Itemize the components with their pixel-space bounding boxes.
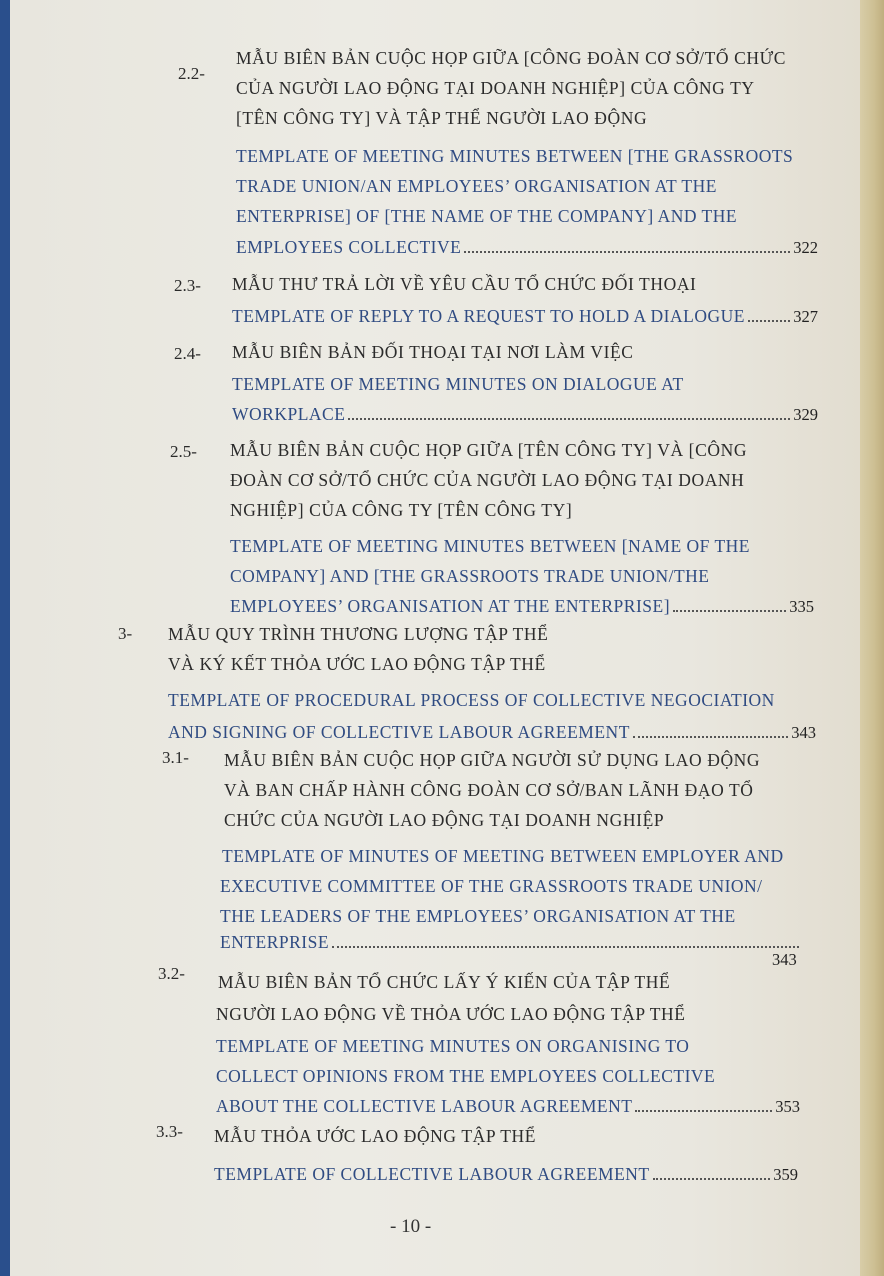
dot-leader [332,946,799,948]
entry-title-en: TEMPLATE OF COLLECTIVE LABOUR AGREEMENT [214,1164,650,1184]
toc-leader-line [232,306,818,327]
entry-number: 3.2- [158,964,185,983]
entry-title-en: TEMPLATE OF MEETING MINUTES BETWEEN [NAME OF THE [230,536,750,556]
entry-title-vi: MẪU BIÊN BẢN CUỘC HỌP GIỮA [TÊN CÔNG TY] VÀ [CÔNG [230,440,748,460]
entry-title-en: COLLECT OPINIONS FROM THE EMPLOYEES COLLECTIVE [216,1066,716,1086]
page-number: 335 [789,597,814,616]
entry-number: 3.1- [162,748,189,767]
page-number: 329 [793,405,818,424]
entry-title-vi: NGHIỆP] CỦA CÔNG TY [TÊN CÔNG TY] [230,500,573,520]
entry-title-vi: CHỨC CỦA NGƯỜI LAO ĐỘNG TẠI DOANH NGHIỆP [224,810,665,830]
page-number: 322 [793,238,818,257]
entry-title-en: TEMPLATE OF MINUTES OF MEETING BETWEEN EMPLOYER AND [222,846,784,866]
entry-title-vi: MẪU QUY TRÌNH THƯƠNG LƯỢNG TẬP THỂ [168,624,549,644]
entry-number: 2.5- [170,442,197,461]
entry-title-en: EMPLOYEES’ ORGANISATION AT THE ENTERPRISE] [230,596,671,616]
entry-title-en: TEMPLATE OF MEETING MINUTES BETWEEN [THE GRASSROOTS [236,146,794,166]
toc-leader-line [230,596,814,617]
entry-title-vi: MẪU BIÊN BẢN ĐỐI THOẠI TẠI NƠI LÀM VIỆC [232,342,634,362]
entry-title-en: TEMPLATE OF MEETING MINUTES ON ORGANISING TO [216,1036,690,1056]
entry-title-en: EXECUTIVE COMMITTEE OF THE GRASSROOTS TRADE UNION/ [220,876,763,896]
entry-title-en: ENTERPRISE [220,932,330,952]
entry-title-vi: NGƯỜI LAO ĐỘNG VỀ THỎA ƯỚC LAO ĐỘNG TẬP THỂ [216,1004,686,1024]
entry-title-en: COMPANY] AND [THE GRASSROOTS TRADE UNION/THE [230,566,710,586]
toc-leader-line [214,1164,798,1185]
entry-title-vi: [TÊN CÔNG TY] VÀ TẬP THỂ NGƯỜI LAO ĐỘNG [236,108,648,128]
dot-leader [673,610,786,612]
entry-title-vi: MẪU THƯ TRẢ LỜI VỀ YÊU CẦU TỔ CHỨC ĐỐI THOẠI [232,274,697,294]
entry-title-vi: VÀ BAN CHẤP HÀNH CÔNG ĐOÀN CƠ SỞ/BAN LÃNH ĐẠO TỔ [224,780,754,800]
book-page [10,0,860,1276]
toc-leader-line [216,1096,800,1117]
entry-title-en: ENTERPRISE] OF [THE NAME OF THE COMPANY] AND THE [236,206,738,226]
entry-title-en: TRADE UNION/AN EMPLOYEES’ ORGANISATION AT THE [236,176,717,196]
page-number: 327 [793,307,818,326]
page-number: 359 [773,1165,798,1184]
entry-title-en: TEMPLATE OF MEETING MINUTES ON DIALOGUE AT [232,374,684,394]
page-number: 343 [791,723,816,742]
entry-title-en: EMPLOYEES COLLECTIVE [236,237,462,257]
page-number: 353 [775,1097,800,1116]
toc-leader-line [220,932,802,953]
entry-title-vi: CỦA NGƯỜI LAO ĐỘNG TẠI DOANH NGHIỆP] CỦA CÔNG TY [236,78,755,98]
entry-title-en: ABOUT THE COLLECTIVE LABOUR AGREEMENT [216,1096,633,1116]
entry-title-en: THE LEADERS OF THE EMPLOYEES’ ORGANISATION AT THE [220,906,736,926]
entry-title-vi: MẪU BIÊN BẢN CUỘC HỌP GIỮA NGƯỜI SỬ DỤNG LAO ĐỘNG [224,750,761,770]
dot-leader [653,1178,771,1180]
entry-title-vi: MẪU BIÊN BẢN CUỘC HỌP GIỮA [CÔNG ĐOÀN CƠ SỞ/TỔ CHỨC [236,48,787,68]
toc-leader-line [232,404,818,425]
entry-number: 2.2- [178,64,205,83]
entry-number: 3.3- [156,1122,183,1141]
page-footer-number: - 10 - [390,1216,432,1237]
entry-title-vi: MẪU BIÊN BẢN TỔ CHỨC LẤY Ý KIẾN CỦA TẬP THỂ [218,972,671,992]
page-edge [860,0,884,1276]
dot-leader [348,418,790,420]
entry-title-vi: ĐOÀN CƠ SỞ/TỔ CHỨC CỦA NGƯỜI LAO ĐỘNG TẠI DOANH [230,470,745,490]
dot-leader [464,251,790,253]
page-number: 343 [772,950,797,969]
toc-leader-line [168,722,816,743]
entry-number: 3- [118,624,133,643]
dot-leader [633,736,788,738]
entry-title-en: TEMPLATE OF PROCEDURAL PROCESS OF COLLECTIVE NEGOCIATION [168,690,775,710]
entry-title-vi: VÀ KÝ KẾT THỎA ƯỚC LAO ĐỘNG TẬP THỂ [168,654,546,674]
entry-number: 2.3- [174,276,201,295]
entry-number: 2.4- [174,344,201,363]
entry-title-en: TEMPLATE OF REPLY TO A REQUEST TO HOLD A DIALOGUE [232,306,745,326]
entry-title-en: WORKPLACE [232,404,346,424]
dot-leader [635,1110,772,1112]
entry-title-vi: MẪU THỎA ƯỚC LAO ĐỘNG TẬP THỂ [214,1126,537,1146]
dot-leader [748,320,790,322]
toc-leader-line [236,237,818,258]
entry-title-en: AND SIGNING OF COLLECTIVE LABOUR AGREEMENT [168,722,630,742]
